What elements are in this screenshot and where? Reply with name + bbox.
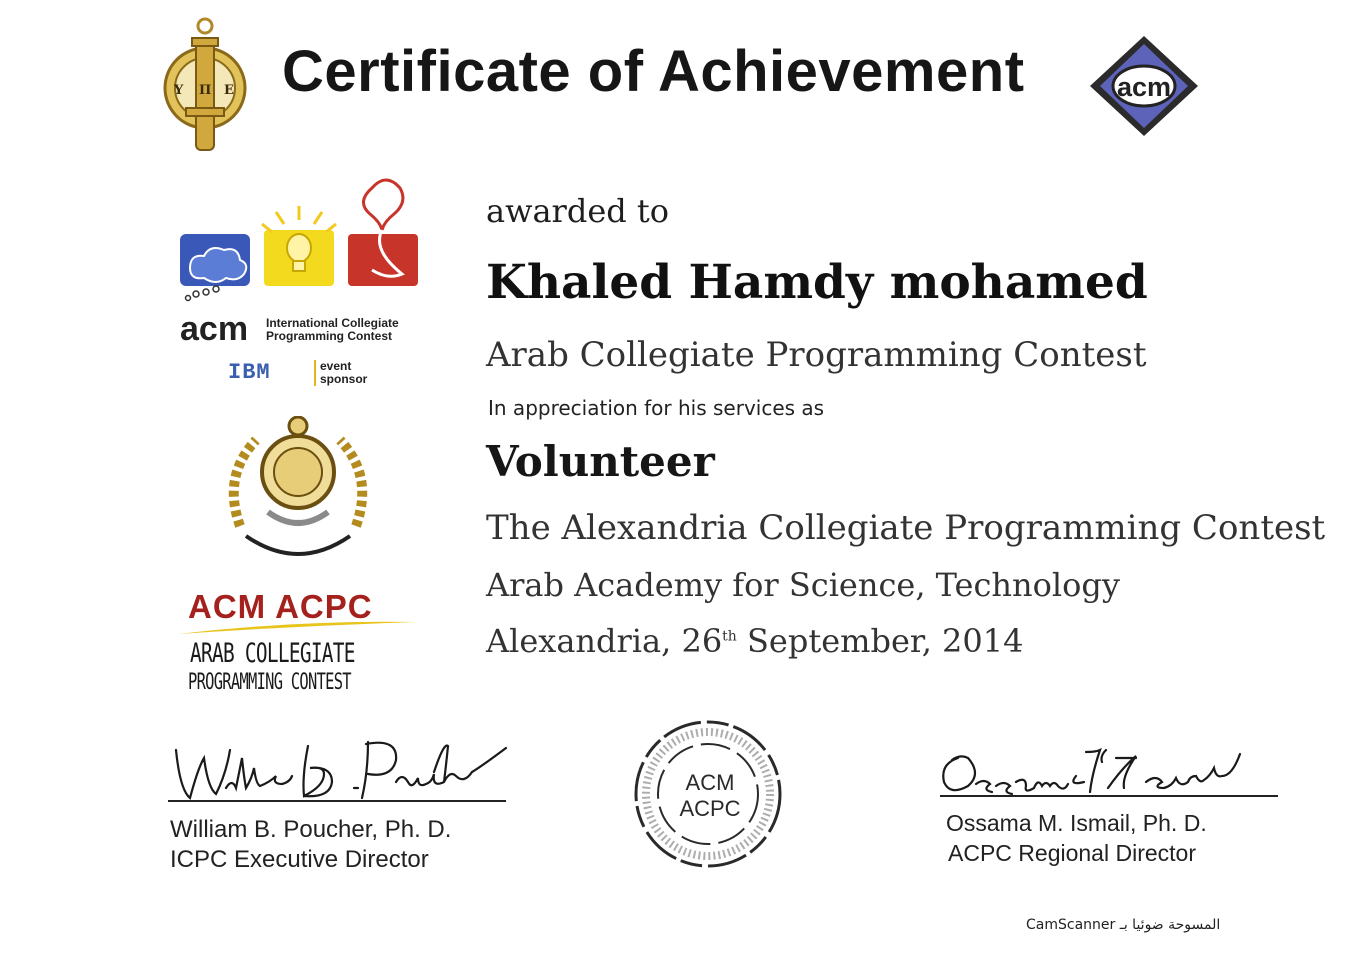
ibm-logo: IBM xyxy=(228,360,271,385)
camscanner-watermark: المسوحة ضوئيا بـ CamScanner xyxy=(1026,917,1221,933)
left-signatory-title: ICPC Executive Director xyxy=(170,846,429,873)
acpc-subtitle-line1: ARAB COLLEGIATE xyxy=(190,638,355,669)
left-signature xyxy=(168,736,508,806)
stamp-text-1: ACM xyxy=(685,770,735,795)
icpc-subtitle-line2: Programming Contest xyxy=(266,329,393,343)
event-date xyxy=(486,622,1023,660)
right-signature-line xyxy=(940,795,1278,797)
right-signatory-name: Ossama M. Ismail, Ph. D. xyxy=(946,810,1207,836)
appreciation-text: In appreciation for his services as xyxy=(488,396,825,420)
role-title: Volunteer xyxy=(486,437,715,486)
contest-name: Arab Collegiate Programming Contest xyxy=(486,335,1147,375)
acpc-stamp xyxy=(630,716,786,872)
acpc-swoosh xyxy=(174,620,418,636)
date-prefix: Alexandria, 26 xyxy=(486,622,723,660)
event-sponsor-line1: event xyxy=(320,359,352,373)
event-sponsor-label xyxy=(314,360,367,386)
icpc-subtitle-line1: International Collegiate xyxy=(266,316,399,330)
right-signature xyxy=(936,748,1256,800)
recipient-name: Khaled Hamdy mohamed xyxy=(486,255,1148,310)
aast-seal xyxy=(216,416,380,560)
acm-logo xyxy=(1088,34,1200,138)
upe-letters: Υ Π Ε xyxy=(174,83,234,98)
icpc-acm-text: acm xyxy=(180,310,249,348)
icpc-subtitle xyxy=(266,317,399,343)
awarded-label: awarded to xyxy=(486,192,670,230)
left-signatory-name: William B. Poucher, Ph. D. xyxy=(170,816,452,843)
left-signature-line xyxy=(168,800,506,802)
certificate-title: Certificate of Achievement xyxy=(282,39,1025,104)
acpc-title: ACM ACPC xyxy=(188,588,373,625)
event-sponsor-line2: sponsor xyxy=(320,372,368,386)
stamp-text-2: ACPC xyxy=(679,796,741,821)
right-signatory-title: ACPC Regional Director xyxy=(948,840,1196,866)
icpc-logo xyxy=(176,168,426,393)
date-rest: September, 2014 xyxy=(736,622,1024,660)
acm-logo-text: acm xyxy=(1116,72,1172,102)
acpc-subtitle-line2: PROGRAMMING CONTEST xyxy=(188,670,351,695)
event-name: The Alexandria Collegiate Programming Contest xyxy=(486,508,1326,548)
upe-logo xyxy=(160,16,250,154)
host-institution: Arab Academy for Science, Technology xyxy=(486,566,1120,604)
date-ordinal: th xyxy=(722,628,737,645)
